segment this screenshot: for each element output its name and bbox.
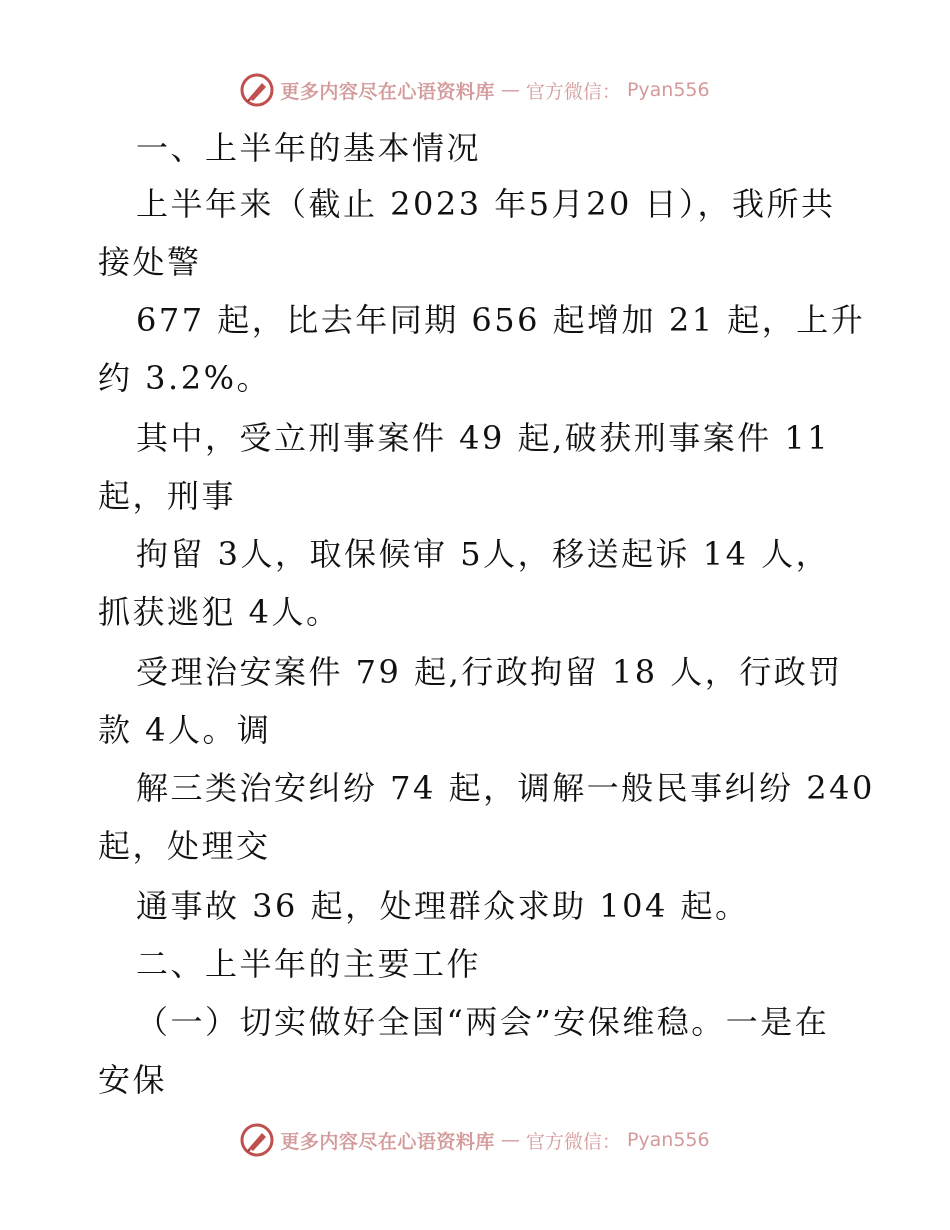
watermark-separator: — (500, 1129, 520, 1151)
paragraph-line: 约 3.2%。 (98, 359, 271, 397)
paragraph-line: 拘留 3人，取保候审 5人，移送起诉 14 人， (136, 535, 831, 573)
watermark-wechat-id: Pyan556 (626, 79, 710, 101)
watermark-wechat-id: Pyan556 (626, 1129, 710, 1151)
paragraph-line: 通事故 36 起，处理群众求助 104 起。 (136, 887, 750, 925)
paragraph-line: 677 起，比去年同期 656 起增加 21 起，上升 (136, 301, 866, 339)
paragraph-line: （一）切实做好全国“两会”安保维稳。一是在 (136, 1003, 830, 1041)
paragraph-line: 款 4人。调 (98, 711, 272, 749)
pen-logo-icon (240, 1123, 274, 1157)
heading-main-work: 二、上半年的主要工作 (136, 945, 482, 983)
watermark-text: 更多内容尽在心语资料库 (280, 80, 495, 103)
paragraph-line: 解三类治安纠纷 74 起，调解一般民事纠纷 240 (136, 769, 875, 807)
paragraph-line: 起，处理交 (98, 827, 271, 865)
watermark-wechat-label: 官方微信： (525, 80, 621, 103)
paragraph-line: 安保 (98, 1061, 168, 1099)
paragraph-line: 受理治安案件 79 起,行政拘留 18 人，行政罚 (136, 653, 843, 691)
watermark-text: 更多内容尽在心语资料库 (280, 1130, 495, 1153)
paragraph-line: 起，刑事 (98, 477, 237, 515)
paragraph-line: 其中，受立刑事案件 49 起,破获刑事案件 11 (136, 419, 831, 457)
footer-watermark (0, 1120, 950, 1160)
heading-basic-situation: 一、上半年的基本情况 (136, 129, 482, 167)
watermark-wechat-label: 官方微信： (525, 1130, 621, 1153)
paragraph-line: 上半年来（截止 2023 年5月20 日），我所共 (136, 185, 836, 223)
watermark-separator: — (500, 79, 520, 101)
header-watermark (0, 70, 950, 110)
paragraph-line: 抓获逃犯 4人。 (98, 593, 341, 631)
paragraph-line: 接处警 (98, 243, 202, 281)
pen-logo-icon (240, 73, 274, 107)
